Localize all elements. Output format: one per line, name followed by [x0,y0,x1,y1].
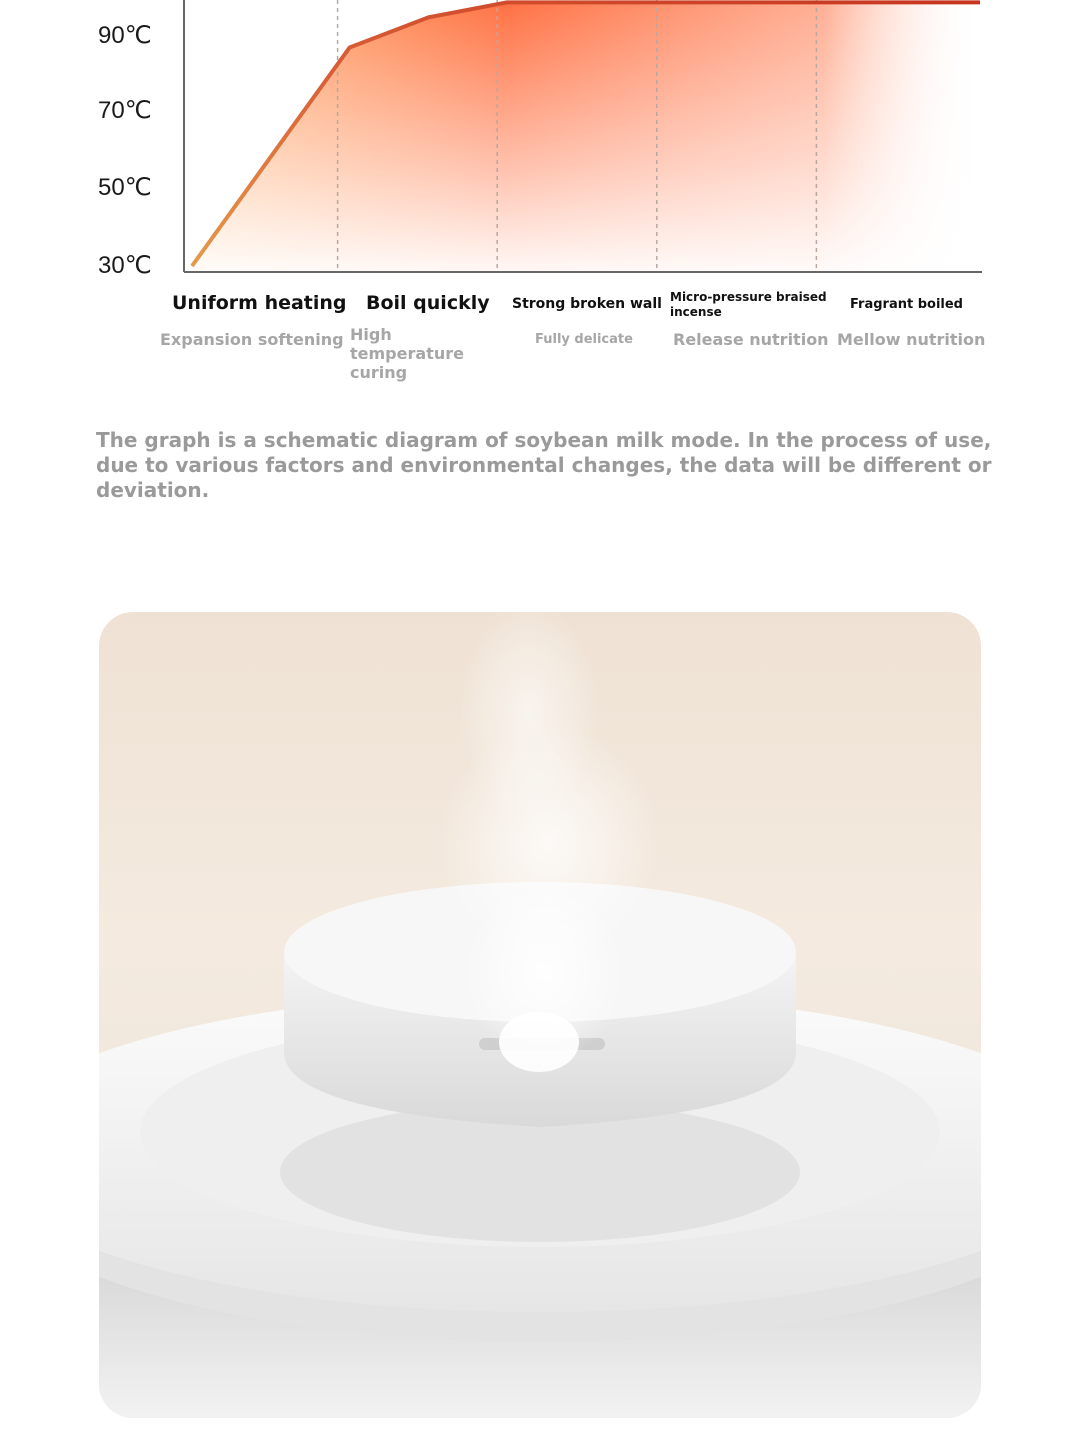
y-tick-label: 50℃ [98,174,152,201]
stage-title: Uniform heating [172,292,347,314]
temperature-chart [0,0,1080,380]
y-tick-label: 30℃ [98,252,152,279]
temperature-area-fade [192,2,982,272]
y-tick-label: 70℃ [98,97,152,124]
product-photo [99,612,981,1418]
y-tick-label: 90℃ [98,22,152,49]
stage-subtitle: High temperature curing [350,325,464,382]
stage-subtitle: Mellow nutrition [837,330,986,349]
stage-subtitle: Release nutrition [673,330,829,349]
chart-disclaimer: The graph is a schematic diagram of soybean milk mode. In the process of use, due to various factors and environmental changes, the data will be different or deviation. [96,428,992,502]
stage-title: Micro-pressure braised incense [670,290,827,319]
stage-title: Strong broken wall [512,296,662,312]
stage-subtitle: Expansion softening [160,330,344,349]
stage-subtitle: Fully delicate [535,332,633,347]
stage-title: Boil quickly [366,292,490,314]
appliance-illustration [99,612,981,1418]
stage-title: Fragrant boiled [850,297,963,312]
